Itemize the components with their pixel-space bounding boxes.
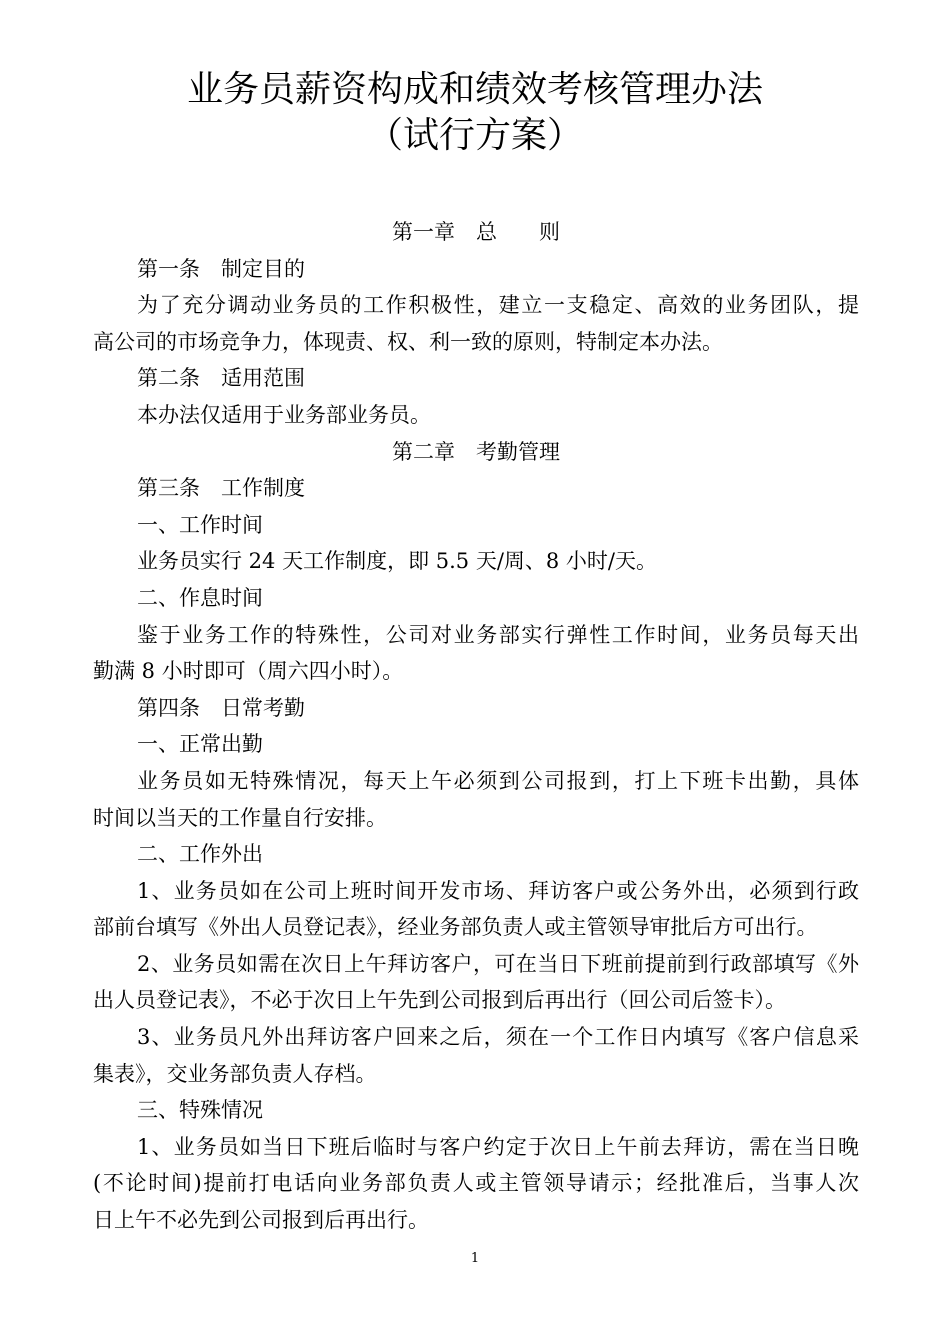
chapter-heading: 第一章 总 则 xyxy=(392,220,560,244)
text-line: 3、业务员凡外出拜访客户回来之后，须在一个工作日内填写《客户信息采 xyxy=(137,1025,859,1050)
text-line: 第一条 制定目的 xyxy=(137,256,305,281)
chapter-heading: 第二章 考勤管理 xyxy=(392,439,560,464)
text-line: 三、特殊情况 xyxy=(137,1098,263,1123)
document-title: 业务员薪资构成和绩效考核管理办法 xyxy=(186,69,763,110)
text-line: 日上午不必先到公司报到后再出行。 xyxy=(93,1208,429,1233)
text-line: 出人员登记表》，不必于次日上午先到公司报到后再出行（回公司后签卡）。 xyxy=(93,988,786,1013)
page-number: 1 xyxy=(470,1251,480,1266)
text-line: (不论时间)提前打电话向业务部负责人或主管领导请示；经批准后，当事人次 xyxy=(93,1171,859,1196)
text-line: 一、正常出勤 xyxy=(137,732,263,757)
text-line: 时间以当天的工作量自行安排。 xyxy=(93,805,387,830)
text-line: 业务员如无特殊情况，每天上午必须到公司报到，打上下班卡出勤，具体 xyxy=(137,768,859,793)
text-line: 鉴于业务工作的特殊性，公司对业务部实行弹性工作时间，业务员每天出 xyxy=(137,622,859,647)
document-body xyxy=(93,214,859,1239)
text-line: 为了充分调动业务员的工作积极性，建立一支稳定、高效的业务团队，提 xyxy=(137,293,859,318)
document-subtitle: （试行方案） xyxy=(366,115,583,156)
text-line: 第三条 工作制度 xyxy=(137,476,305,501)
text-line: 业务员实行 24 天工作制度，即 5.5 天/周、8 小时/天。 xyxy=(137,549,658,574)
text-line: 高公司的市场竞争力，体现责、权、利一致的原则，特制定本办法。 xyxy=(93,329,723,354)
text-line: 二、工作外出 xyxy=(137,842,263,867)
text-line: 第二条 适用范围 xyxy=(137,366,305,391)
text-line: 1、业务员如在公司上班时间开发市场、拜访客户或公务外出，必须到行政 xyxy=(137,878,859,903)
text-line: 第四条 日常考勤 xyxy=(137,695,305,720)
text-line: 1、业务员如当日下班后临时与客户约定于次日上午前去拜访，需在当日晚 xyxy=(137,1134,859,1159)
text-line: 集表》，交业务部负责人存档。 xyxy=(93,1061,377,1086)
text-line: 勤满 8 小时即可（周六四小时）。 xyxy=(93,659,404,684)
text-line: 本办法仅适用于业务部业务员。 xyxy=(137,402,431,427)
text-line: 部前台填写《外出人员登记表》，经业务部负责人或主管领导审批后方可出行。 xyxy=(93,915,818,940)
text-line: 二、作息时间 xyxy=(137,585,263,610)
text-line: 一、工作时间 xyxy=(137,512,263,537)
text-line: 2、业务员如需在次日上午拜访客户，可在当日下班前提前到行政部填写《外 xyxy=(137,951,859,976)
